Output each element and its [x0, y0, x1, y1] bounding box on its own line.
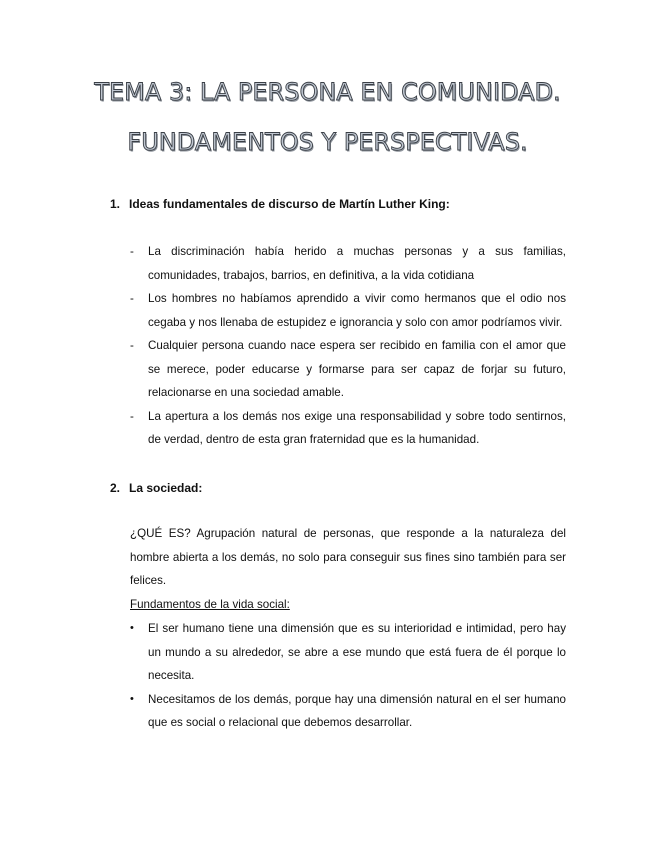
list-item-text: Cualquier persona cuando nace espera ser recibido en familia con el amor que se merece, poder educarse y formarse para ser capaz de forjar su futuro, relacionarse en una sociedad amable. [148, 339, 566, 399]
list-item [130, 334, 566, 405]
section-1-heading [110, 197, 450, 211]
section-2-number: 2. [110, 481, 121, 495]
list-item-text: La discriminación había herido a muchas personas y a sus familias, comunidades, trabajos, barrios, en definitiva, a la vida cotidiana [148, 245, 566, 282]
dash-marker: - [130, 409, 134, 423]
bullet-marker: • [130, 692, 134, 705]
social-life-subheading: Fundamentos de la vida social: [130, 598, 290, 611]
list-item [130, 287, 566, 334]
section-2-heading [110, 481, 202, 495]
list-item [130, 617, 566, 688]
dash-marker: - [130, 292, 134, 305]
list-item [130, 240, 566, 287]
document-title-line-2: FUNDAMENTOS Y PERSPECTIVAS. [127, 128, 528, 156]
section-1-list [130, 240, 566, 452]
section-2-title: La sociedad: [129, 481, 203, 495]
bullet-marker: • [130, 622, 134, 634]
dash-marker: - [130, 245, 134, 258]
section-2-list [130, 617, 566, 735]
list-item-text: La apertura a los demás nos exige una responsabilidad y sobre todo sentirnos, de verdad, dentro de esta gran fraternidad que es la humanidad. [148, 409, 566, 446]
section-1-number: 1. [110, 197, 121, 211]
list-item-text: Los hombres no habíamos aprendido a vivir como hermanos que el odio nos cegaba y nos llenaba de estupidez e ignorancia y solo con amor podríamos vivir. [148, 292, 566, 329]
list-item-text: El ser humano tiene una dimensión que es su interioridad e intimidad, pero hay un mundo a su alrededor, se abre a ese mundo que está fuera de él porque lo necesita. [148, 622, 566, 682]
list-item-text: Necesitamos de los demás, porque hay una dimensión natural en el ser humano que es social o relacional que debemos desarrollar. [148, 692, 566, 729]
list-item [130, 405, 566, 452]
society-definition: ¿QUÉ ES? Agrupación natural de personas, que responde a la naturaleza del hombre abierta a los demás, no solo para conseguir sus fines sino también para ser felices. [130, 527, 566, 587]
list-item [130, 688, 566, 735]
section-1-title: Ideas fundamentales de discurso de Martín Luther King: [129, 197, 450, 211]
dash-marker: - [130, 339, 134, 352]
document-title-line-1: TEMA 3: LA PERSONA EN COMUNIDAD. [94, 78, 561, 106]
